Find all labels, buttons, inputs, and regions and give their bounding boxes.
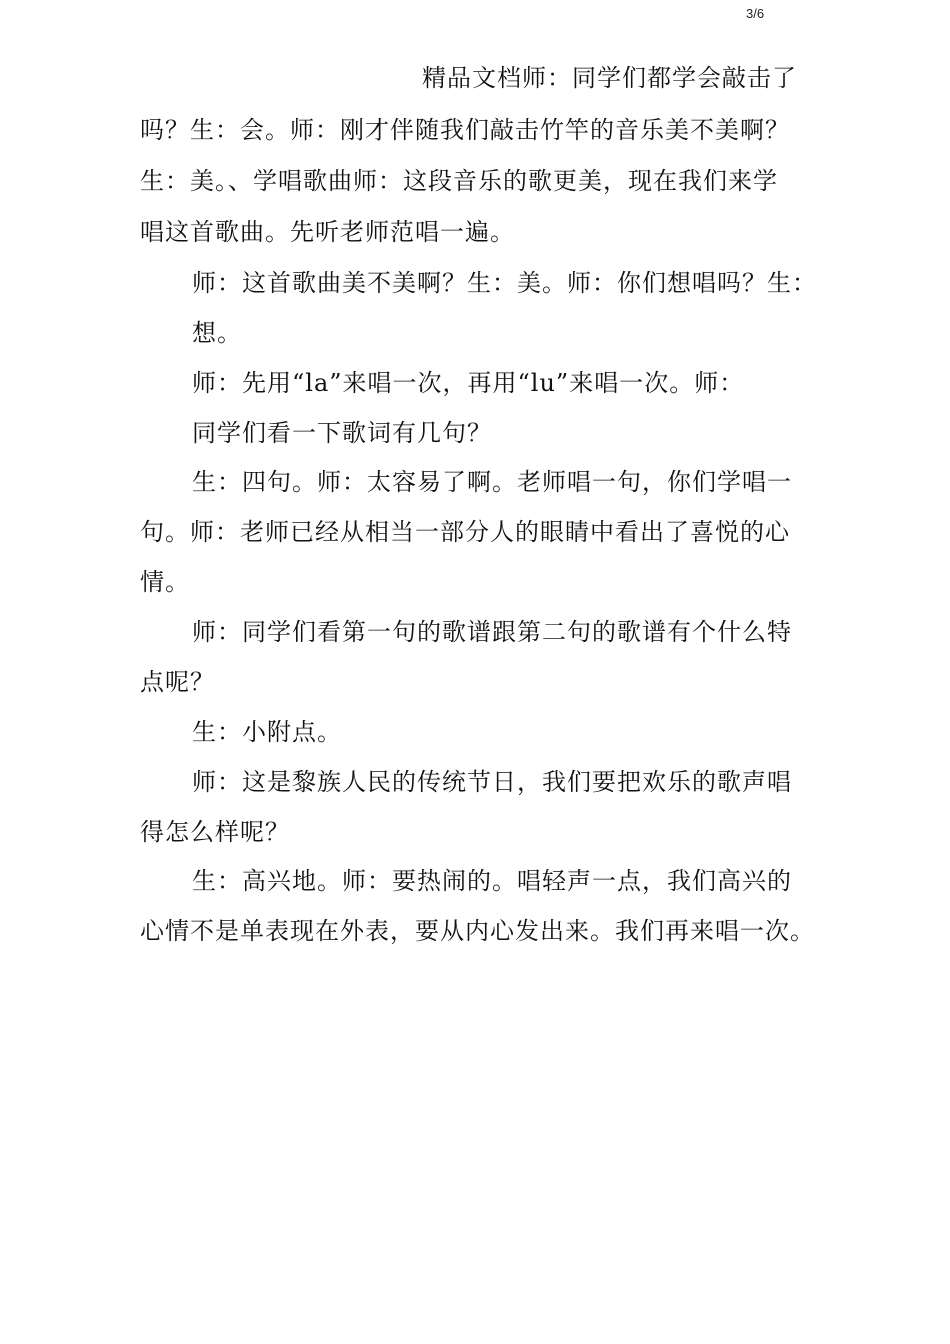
text-line: 师：这是黎族人民的传统节日，我们要把欢乐的歌声唱 [192,768,792,796]
text-line: 点呢？ [140,668,215,696]
text-line: 师：先用“la”来唱一次，再用“lu”来唱一次。师： [192,369,745,397]
text-line: 生：美。、学唱歌曲师：这段音乐的歌更美，现在我们来学 [140,167,778,195]
text-line: 生：高兴地。师：要热闹的。唱轻声一点，我们高兴的 [192,867,792,895]
text-line: 生：小附点。 [192,718,342,746]
text-line: 师：这首歌曲美不美啊？生：美。师：你们想唱吗？生： [192,269,817,297]
text-line: 师：同学们看第一句的歌谱跟第二句的歌谱有个什么特 [192,618,792,646]
text-line: 句。师：老师已经从相当一部分人的眼睛中看出了喜悦的心 [140,518,790,546]
text-line: 唱这首歌曲。先听老师范唱一遍。 [140,218,515,246]
text-line: 心情不是单表现在外表，要从内心发出来。我们再来唱一次。 [140,917,815,945]
page-number: 3/6 [746,6,765,21]
text-line: 生：四句。师：太容易了啊。老师唱一句，你们学唱一 [192,468,792,496]
text-line: 吗？生：会。师：刚才伴随我们敲击竹竿的音乐美不美啊？ [140,116,790,144]
text-line: 想。 [192,319,242,347]
text-line: 得怎么样呢？ [140,818,290,846]
text-line: 同学们看一下歌词有几句？ [192,419,492,447]
text-line: 情。 [140,568,190,596]
text-line: 精品文档师：同学们都学会敲击了 [422,64,797,92]
